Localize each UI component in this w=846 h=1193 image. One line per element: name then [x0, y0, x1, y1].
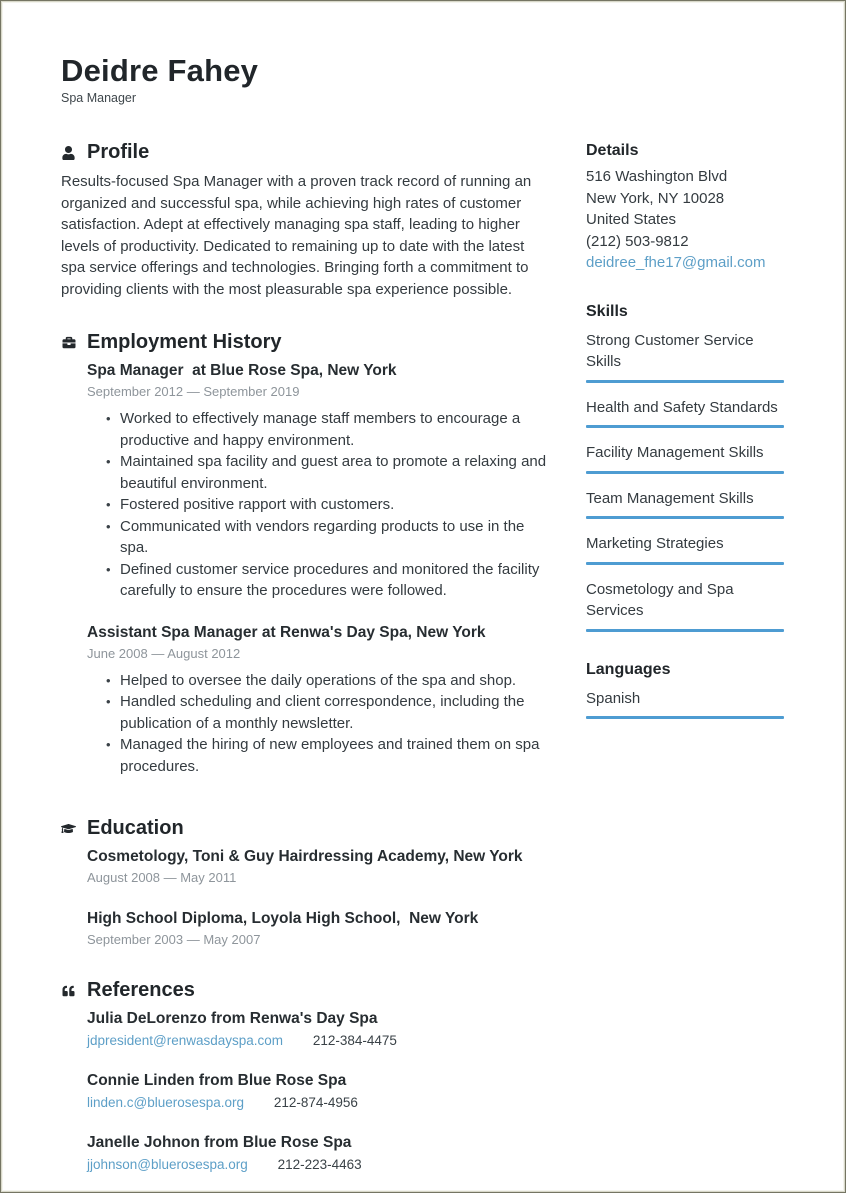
job-title: Spa Manager at Blue Rose Spa, New York	[87, 362, 397, 379]
reference-contact	[87, 1156, 551, 1174]
person-icon	[61, 145, 76, 161]
reference-name: Julia DeLorenzo from Renwa's Day Spa	[87, 1010, 378, 1027]
reference-entry	[87, 1071, 551, 1112]
job-bullet: • Handled scheduling and client correspondence, including the publication of a monthly newsletter.	[106, 691, 551, 734]
skill-item	[586, 397, 784, 429]
job-bullet: • Communicated with vendors regarding products to use in the spa.	[106, 516, 551, 559]
employment-section-head	[61, 331, 551, 354]
references-section	[61, 979, 551, 1174]
person-name: Deidre Fahey	[61, 53, 259, 88]
skill-label: Cosmetology and Spa Services	[586, 580, 734, 619]
skill-item	[586, 579, 784, 632]
education-title: Cosmetology, Toni & Guy Hairdressing Academy, New York	[87, 848, 523, 865]
skill-underline	[586, 380, 784, 383]
content-columns	[1, 141, 845, 1188]
reference-phone: 212-384-4475	[312, 1033, 397, 1048]
skill-label: Marketing Strategies	[586, 535, 724, 552]
sidebar-column	[586, 141, 784, 1188]
job-bullet: • Managed the hiring of new employees and trained them on spa procedures.	[106, 734, 551, 777]
education-dates: September 2003 — May 2007	[87, 932, 261, 947]
reference-email-link[interactable]: jdpresident@renwasdayspa.com	[87, 1033, 284, 1048]
education-dates: August 2008 — May 2011	[87, 870, 237, 885]
employment-entry	[87, 361, 551, 602]
email-link[interactable]: deidree_fhe17@gmail.com	[586, 254, 766, 271]
languages-heading: Languages	[586, 660, 671, 678]
education-section-head	[61, 817, 551, 840]
job-dates: June 2008 — August 2012	[87, 645, 241, 661]
education-entry	[87, 909, 551, 948]
profile-section	[61, 141, 551, 300]
job-dates: September 2012 — September 2019	[87, 384, 300, 399]
skills-section	[586, 302, 784, 632]
job-bullet: • Fostered positive rapport with customers.	[106, 494, 551, 516]
skill-item	[586, 533, 784, 565]
job-title: Assistant Spa Manager at Renwa's Day Spa, New York	[87, 623, 486, 641]
briefcase-icon	[61, 335, 76, 351]
job-bullet: • Defined customer service procedures and monitored the facility carefully to ensure the procedures were followed.	[106, 559, 551, 602]
address-country: United States	[586, 211, 677, 228]
address-line: New York, NY 10028	[586, 189, 725, 207]
skill-label: Strong Customer Service Skills	[586, 331, 754, 370]
skills-list	[586, 330, 784, 632]
skill-label: Facility Management Skills	[586, 444, 764, 461]
reference-entry	[87, 1133, 551, 1174]
quote-icon	[61, 983, 76, 999]
graduation-cap-icon	[61, 821, 76, 837]
reference-phone: 212-223-4463	[277, 1157, 362, 1172]
skill-underline	[586, 516, 784, 519]
reference-contact	[87, 1032, 551, 1050]
reference-phone: 212-874-4956	[273, 1095, 358, 1110]
reference-name: Janelle Johnon from Blue Rose Spa	[87, 1134, 352, 1151]
reference-contact	[87, 1094, 551, 1112]
skill-item	[586, 488, 784, 520]
job-bullet-list	[87, 670, 551, 778]
details-section	[586, 141, 784, 274]
skill-label: Health and Safety Standards	[586, 398, 778, 416]
skill-label: Team Management Skills	[586, 489, 754, 507]
person-job-title: Spa Manager	[61, 91, 137, 105]
language-underline	[586, 716, 784, 719]
profile-section-head	[61, 141, 551, 164]
reference-email-link[interactable]: jjohnson@bluerosespa.org	[87, 1157, 248, 1172]
phone-number: (212) 503-9812	[586, 232, 689, 250]
language-label: Spanish	[586, 689, 641, 707]
skill-underline	[586, 562, 784, 565]
education-title: High School Diploma, Loyola High School, New York	[87, 910, 479, 927]
references-section-head	[61, 979, 551, 1002]
language-item	[586, 688, 784, 720]
details-heading: Details	[586, 142, 639, 159]
employment-heading: Employment History	[87, 331, 282, 353]
address-line: 516 Washington Blvd	[586, 168, 728, 185]
skill-underline	[586, 629, 784, 632]
employment-entry	[87, 623, 551, 778]
skill-underline	[586, 425, 784, 428]
profile-text: Results-focused Spa Manager with a proven track record of running an organized and successful spa, while achieving high rates of customer satisfaction. Adept at effectively managing spa staff, leading to higher levels of productivity. Dedicated to remaining up to date with the latest spa service offerings and technologies. Bringing forth a commitment to providing clients with the most pleasurable spa experience possible.	[61, 173, 532, 298]
reference-entry	[87, 1009, 551, 1050]
education-entry	[87, 847, 551, 886]
references-heading: References	[87, 979, 195, 1001]
reference-name: Connie Linden from Blue Rose Spa	[87, 1072, 347, 1089]
skill-item	[586, 330, 784, 383]
skill-underline	[586, 471, 784, 474]
reference-email-link[interactable]: linden.c@bluerosespa.org	[87, 1095, 245, 1110]
skill-item	[586, 442, 784, 474]
job-bullet-list	[87, 408, 551, 602]
languages-section	[586, 660, 784, 720]
profile-heading: Profile	[87, 141, 150, 163]
job-bullet: • Worked to effectively manage staff members to encourage a productive and happy environment.	[106, 408, 551, 451]
education-section	[61, 817, 551, 948]
job-bullet: • Maintained spa facility and guest area to promote a relaxing and beautiful environment.	[106, 451, 551, 494]
education-heading: Education	[87, 817, 184, 839]
employment-section	[61, 331, 551, 777]
resume-header	[1, 1, 845, 105]
job-bullet: • Helped to oversee the daily operations of the spa and shop.	[106, 670, 551, 692]
main-column	[61, 141, 551, 1188]
skills-heading: Skills	[586, 302, 628, 320]
